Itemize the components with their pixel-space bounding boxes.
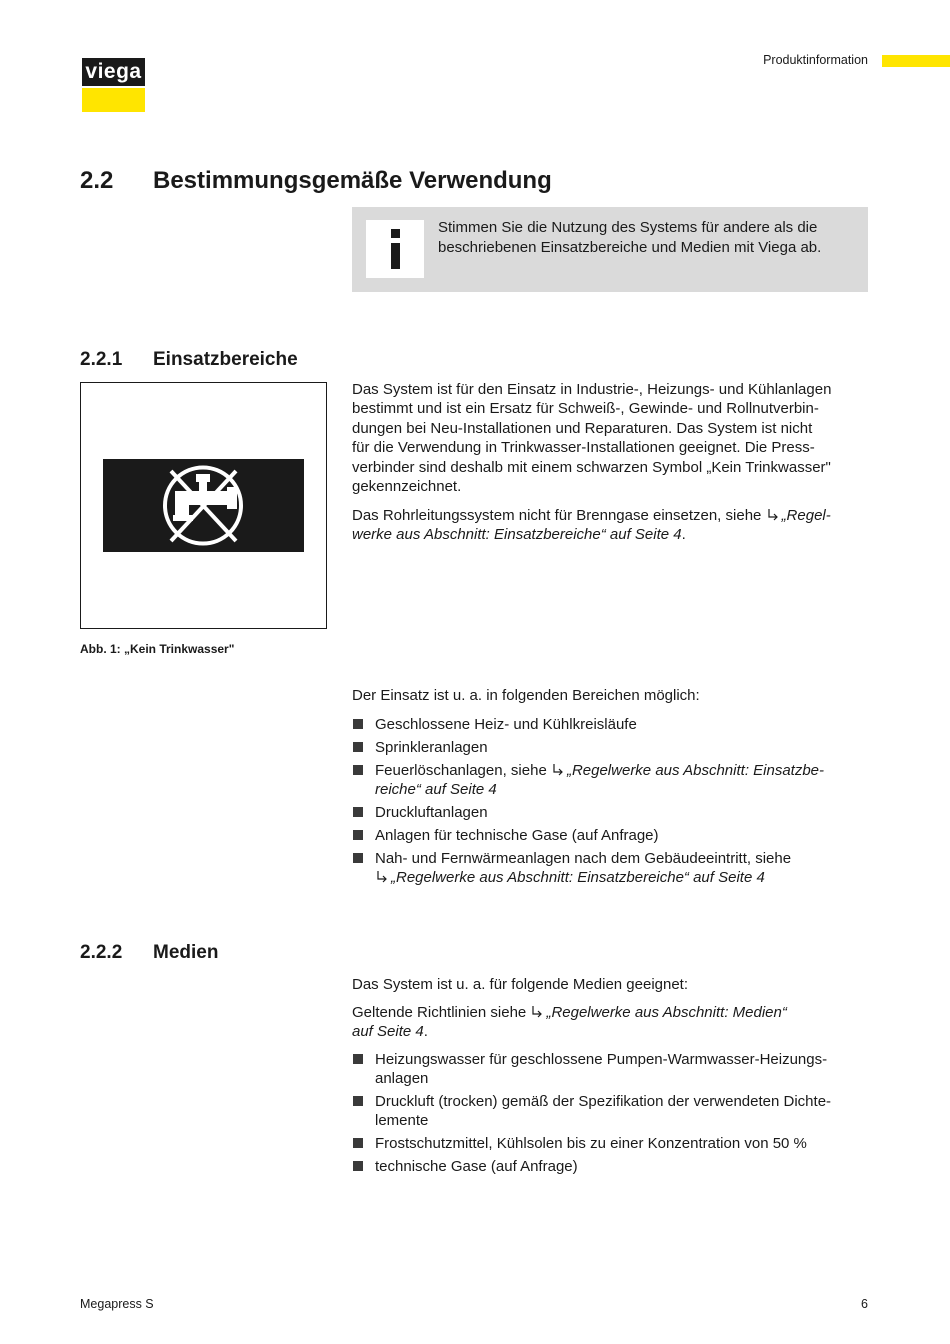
list-item: Sprinkleranlagen: [352, 738, 870, 757]
reference-arrow-icon: [375, 870, 389, 884]
info-icon: [366, 220, 424, 278]
bullet-square-icon: [353, 1096, 363, 1106]
medien-paragraph-1: Das System ist u. a. für folgende Medien geeignet:: [352, 976, 689, 993]
einsatz-paragraph-3: Der Einsatz ist u. a. in folgenden Bereichen möglich:: [352, 687, 700, 704]
bullet-square-icon: [353, 742, 363, 752]
bullet-square-icon: [353, 719, 363, 729]
subsection-title-medien: Medien: [153, 942, 219, 963]
footer-page-number: 6: [861, 1297, 868, 1311]
bullet-square-icon: [353, 765, 363, 775]
no-drinking-water-icon: [103, 459, 304, 552]
medien-list: [352, 1050, 870, 1180]
einsatz-list: [352, 715, 870, 891]
subsection-title: Einsatzbereiche: [153, 349, 298, 370]
reference-arrow-icon: [766, 508, 780, 522]
list-item: Anlagen für technische Gase (auf Anfrage): [352, 826, 870, 845]
bullet-square-icon: [353, 853, 363, 863]
list-item: Feuerlöschanlagen, siehe „Regelwerke aus Abschnitt: Einsatzbe- reiche“ auf Seite 4: [352, 761, 870, 799]
bullet-square-icon: [353, 1054, 363, 1064]
list-item: Frostschutzmittel, Kühlsolen bis zu einer Konzentration von 50 %: [352, 1134, 870, 1153]
einsatz-paragraph-2: Das Rohrleitungssystem nicht für Brenngase einsetzen, siehe „Regel- werke aus Abschnitt: Einsatzbereiche“ auf Seite 4.: [352, 507, 831, 544]
regelwerke-link-cont[interactable]: auf Seite 4: [352, 1023, 424, 1041]
einsatz-paragraph-1: Das System ist für den Einsatz in Industrie-, Heizungs- und Kühlanlagen bestimmt und ist ein Ersatz für Schweiß-, Gewinde- und Rollnutverbin- dungen bei Neu-Installationen und Reparaturen. Das System ist nicht für die Verwendung in Trinkwasser-Installationen geeignet. Die Press- verbinder sind deshalb mit einem schwarzen Symbol „Kein Trinkwasser" gekennzeichnet.: [352, 381, 832, 496]
list-item: Druckluftanlagen: [352, 803, 870, 822]
figure-kein-trinkwasser: [80, 382, 327, 629]
figure-caption: Abb. 1: „Kein Trinkwasser": [80, 642, 235, 656]
section-number: 2.2: [80, 167, 114, 194]
bullet-square-icon: [353, 830, 363, 840]
reference-arrow-icon: [530, 1005, 544, 1019]
list-item: technische Gase (auf Anfrage): [352, 1157, 870, 1176]
section-title: Bestimmungsgemäße Verwendung: [153, 167, 552, 194]
list-item: Geschlossene Heiz- und Kühlkreisläufe: [352, 715, 870, 734]
medien-paragraph-2: Geltende Richtlinien siehe „Regelwerke aus Abschnitt: Medien“ auf Seite 4.: [352, 1004, 787, 1041]
info-note: [352, 207, 868, 292]
info-note-text: Stimmen Sie die Nutzung des Systems für andere als die beschriebenen Einsatzbereiche und Medien mit Viega ab.: [438, 219, 822, 256]
regelwerke-link[interactable]: „Regelwerke aus Abschnitt: Einsatzbe-: [566, 762, 825, 779]
regelwerke-link-cont[interactable]: reiche“ auf Seite 4: [375, 781, 497, 798]
reference-arrow-icon: [551, 763, 565, 777]
viega-logo: viega: [82, 58, 145, 86]
bullet-square-icon: [353, 807, 363, 817]
regelwerke-link[interactable]: „Regel-: [781, 507, 831, 524]
bullet-square-icon: [353, 1161, 363, 1171]
logo-yellow-bar: [82, 88, 145, 112]
regelwerke-link[interactable]: „Regelwerke aus Abschnitt: Medien“: [546, 1004, 787, 1021]
footer-product: Megapress S: [80, 1297, 154, 1311]
list-item: Nah- und Fernwärmeanlagen nach dem Gebäudeeintritt, siehe „Regelwerke aus Abschnitt: Einsatzbereiche“ auf Seite 4: [352, 849, 870, 887]
bullet-square-icon: [353, 1138, 363, 1148]
header-accent-bar: [882, 55, 950, 67]
subsection-number-medien: 2.2.2: [80, 942, 123, 963]
regelwerke-link-cont[interactable]: werke aus Abschnitt: Einsatzbereiche“ auf Seite 4: [352, 526, 682, 544]
header-section-label: Produktinformation: [763, 53, 868, 67]
list-item: Druckluft (trocken) gemäß der Spezifikation der verwendeten Dichte- lemente: [352, 1092, 870, 1130]
subsection-number: 2.2.1: [80, 349, 123, 370]
regelwerke-link[interactable]: „Regelwerke aus Abschnitt: Einsatzbereiche“ auf Seite 4: [391, 869, 765, 886]
list-item: Heizungswasser für geschlossene Pumpen-Warmwasser-Heizungs- anlagen: [352, 1050, 870, 1088]
